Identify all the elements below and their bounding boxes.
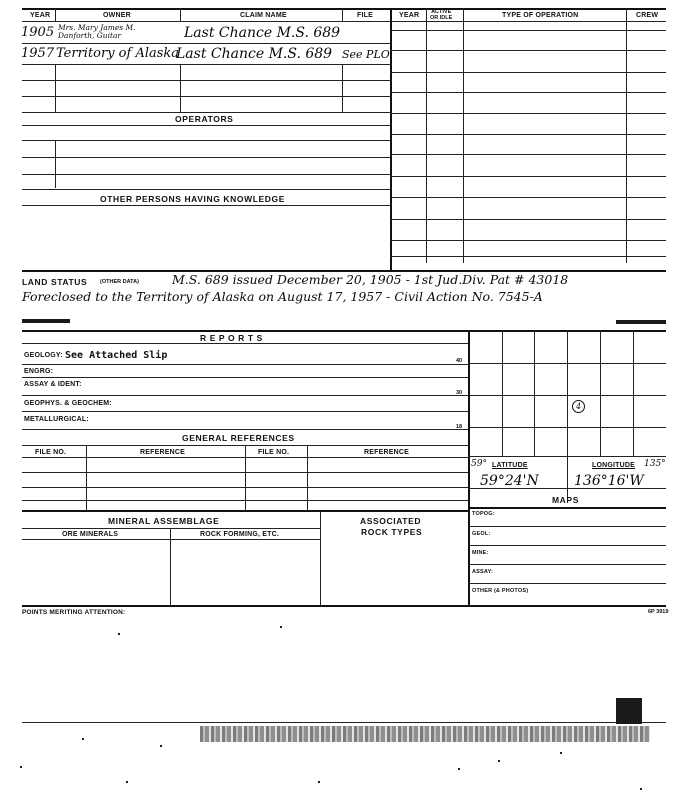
longitude-label: LONGITUDE [592, 462, 636, 469]
entry-1-owner-line2: Danforth, Guitar [58, 31, 122, 40]
header-owner: OWNER [103, 12, 131, 19]
latitude-label: LATITUDE [492, 462, 528, 469]
general-references-heading: GENERAL REFERENCES [182, 433, 295, 443]
header-year: YEAR [30, 12, 51, 19]
grid-marker: 4 [572, 400, 585, 413]
entry-2-file: See PLO [342, 48, 390, 61]
scan-artifact-band [200, 726, 650, 742]
gr-col-reference-1: REFERENCE [140, 449, 185, 456]
entry-1-year: 1905 [21, 25, 55, 40]
maps-topog: TOPOG: [472, 511, 495, 517]
smudge-left [22, 319, 70, 323]
header-claim-name: CLAIM NAME [240, 12, 287, 19]
scan-artifact-block [616, 698, 642, 724]
ore-minerals-heading: ORE MINERALS [62, 531, 119, 538]
margin-number-18: 18 [456, 424, 463, 430]
points-meriting-attention-label: POINTS MERITING ATTENTION: [22, 609, 126, 616]
entry-2-claim: Last Chance M.S. 689 [176, 46, 333, 62]
gr-col-reference-2: REFERENCE [364, 449, 409, 456]
land-status-line-1: M.S. 689 issued December 20, 1905 - 1st Jud.Div. Pat # 43018 [172, 272, 569, 287]
latitude-value: 59°24'N [480, 473, 539, 489]
header-year-2: YEAR [399, 12, 420, 19]
longitude-value: 136°16'W [574, 473, 644, 489]
margin-number-40: 40 [456, 358, 463, 364]
maps-assay: ASSAY: [472, 569, 494, 575]
geophys-geochem-label: GEOPHYS. & GEOCHEM: [24, 400, 112, 407]
smudge-right [616, 320, 666, 324]
rock-types-heading: ROCK TYPES [361, 527, 423, 537]
entry-1-claim: Last Chance M.S. 689 [184, 25, 341, 41]
assay-ident-label: ASSAY & IDENT: [24, 381, 82, 388]
entry-2-owner: Territory of Alaska [56, 46, 180, 61]
mineral-assemblage-heading: MINERAL ASSEMBLAGE [108, 516, 220, 526]
header-type-of-operation: TYPE OF OPERATION [502, 12, 579, 19]
land-status-label: LAND STATUS [22, 277, 88, 287]
header-crew: CREW [636, 12, 659, 19]
operators-heading: OPERATORS [175, 114, 234, 124]
header-file: FILE [357, 12, 373, 19]
maps-heading: MAPS [552, 495, 579, 505]
header-active-or-idle: ACTIVE OR IDLE [430, 9, 453, 21]
gr-col-file-no-2: FILE NO. [258, 449, 290, 456]
lon-degree-label: 135° [644, 459, 666, 469]
engrg-label: ENGRG: [24, 368, 54, 375]
maps-mine: MINE: [472, 550, 489, 556]
form-number: 6P 3919 [648, 609, 669, 615]
entry-2-year: 1957 [21, 46, 55, 61]
gr-col-file-no-1: FILE NO. [35, 449, 67, 456]
associated-heading: ASSOCIATED [360, 516, 422, 526]
land-status-sublabel: (OTHER DATA) [100, 279, 139, 285]
geology-value: See Attached Slip [65, 350, 168, 361]
entry-1-owner-line1: Mrs. Mary James M. [58, 23, 136, 32]
maps-other-photos: OTHER (& PHOTOS) [472, 588, 529, 594]
margin-number-30: 30 [456, 390, 463, 396]
land-status-line-2: Foreclosed to the Territory of Alaska on August 17, 1957 - Civil Action No. 7545-A [22, 289, 543, 304]
lat-degree-label: 59° [471, 459, 487, 469]
other-persons-heading: OTHER PERSONS HAVING KNOWLEDGE [100, 194, 286, 204]
reports-heading: R E P O R T S [200, 333, 263, 343]
metallurgical-label: METALLURGICAL: [24, 416, 89, 423]
geology-label: GEOLOGY: [24, 352, 63, 359]
rock-forming-heading: ROCK FORMING, ETC. [200, 531, 280, 538]
maps-geol: GEOL: [472, 531, 491, 537]
